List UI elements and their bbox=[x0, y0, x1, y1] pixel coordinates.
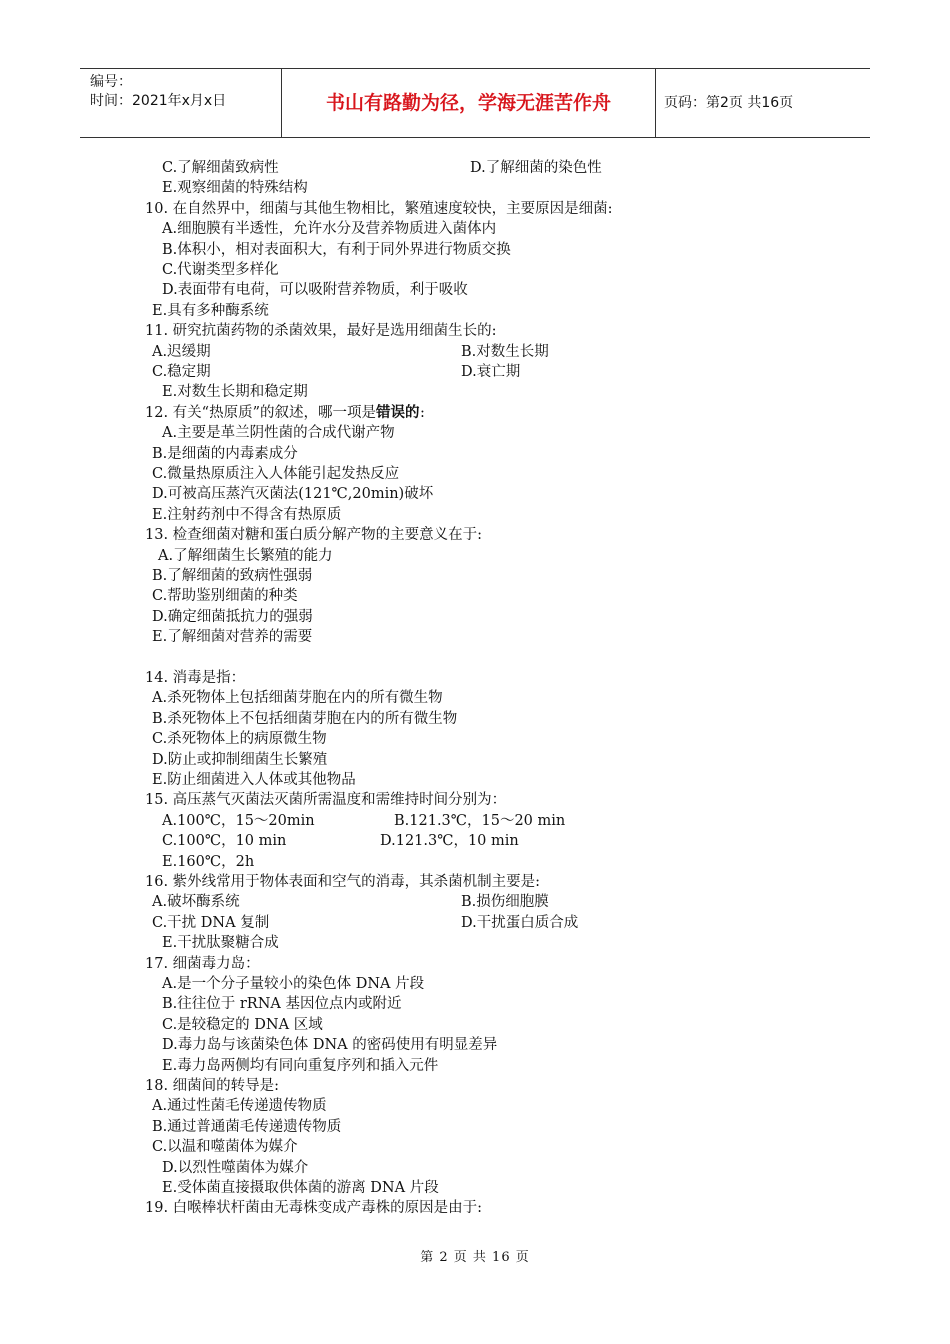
text-line: A.100℃，15～20min bbox=[162, 812, 315, 829]
emphasis-text: 错误的 bbox=[376, 403, 420, 421]
text-line-option: D.衰亡期 bbox=[461, 364, 521, 380]
text-line: E.受体菌直接摄取供体菌的游离 DNA 片段 bbox=[162, 1180, 439, 1196]
text-line-option: D.干扰蛋白质合成 bbox=[461, 914, 579, 931]
text-line: 19. 白喉棒状杆菌由无毒株变成产毒株的原因是由于: bbox=[145, 1200, 483, 1217]
text-line: D.确定细菌抵抗力的强弱 bbox=[152, 608, 313, 625]
text-line: E.160℃，2h bbox=[162, 853, 255, 870]
text-line-tail: : bbox=[420, 404, 425, 421]
text-line: 16. 紫外线常用于物体表面和空气的消毒，其杀菌机制主要是: bbox=[145, 874, 541, 890]
text-line: 10. 在自然界中，细菌与其他生物相比，繁殖速度较快，主要原因是细菌: bbox=[145, 200, 613, 217]
text-line: C.是较稳定的 DNA 区域 bbox=[162, 1016, 323, 1033]
text-line-option: D.121.3℃，10 min bbox=[380, 833, 519, 850]
text-line: E.毒力岛两侧均有同向重复序列和插入元件 bbox=[162, 1057, 439, 1074]
text-line: E.对数生长期和稳定期 bbox=[162, 384, 308, 401]
number-label: 编号： bbox=[90, 74, 132, 90]
text-line: A.通过性菌毛传递遗传物质 bbox=[152, 1098, 327, 1115]
text-line: A.主要是革兰阴性菌的合成代谢产物 bbox=[162, 425, 395, 442]
text-line: E.了解细菌对营养的需要 bbox=[152, 629, 313, 646]
text-line: E.具有多种酶系统 bbox=[152, 302, 269, 319]
text-line-option: D.了解细菌的染色性 bbox=[470, 160, 602, 176]
text-line: 15. 高压蒸气灭菌法灭菌所需温度和需维持时间分别为： bbox=[145, 792, 507, 809]
text-line: 18. 细菌间的转导是: bbox=[145, 1078, 280, 1094]
text-line: A.是一个分子量较小的染色体 DNA 片段 bbox=[162, 976, 425, 992]
text-line: E.防止细菌进入人体或其他物品 bbox=[152, 772, 356, 788]
text-line: B.通过普通菌毛传递遗传物质 bbox=[152, 1118, 342, 1135]
text-line: A.杀死物体上包括细菌芽胞在内的所有微生物 bbox=[152, 690, 443, 707]
text-line-option: B.121.3℃，15～20 min bbox=[394, 812, 566, 829]
text-line: E.干扰肽聚糖合成 bbox=[162, 935, 279, 952]
text-line: B.往往位于 rRNA 基因位点内或附近 bbox=[162, 996, 402, 1013]
text-line: E.注射药剂中不得含有热原质 bbox=[152, 506, 342, 523]
header-page-info: 页码：第2页 共16页 bbox=[664, 95, 794, 111]
text-line-option: B.对数生长期 bbox=[461, 343, 549, 360]
text-line: C.干扰 DNA 复制 bbox=[152, 914, 270, 931]
text-line: 11. 研究抗菌药物的杀菌效果，最好是选用细菌生长的: bbox=[145, 323, 497, 340]
page-footer: 第 2 页 共 16 页 bbox=[420, 1250, 530, 1265]
text-line: A.细胞膜有半透性，允许水分及营养物质进入菌体内 bbox=[162, 221, 497, 238]
text-line: D.防止或抑制细菌生长繁殖 bbox=[152, 751, 328, 768]
time-label: 时间：2021年x月x日 bbox=[90, 93, 227, 109]
text-line: B.是细菌的内毒素成分 bbox=[152, 445, 298, 462]
text-line: 13. 检查细菌对糖和蛋白质分解产物的主要意义在于: bbox=[145, 527, 483, 544]
text-line: C.微量热原质注入人体能引起发热反应 bbox=[152, 466, 400, 482]
text-line: E.观察细菌的特殊结构 bbox=[162, 180, 308, 197]
text-line: C.了解细菌致病性 bbox=[162, 160, 279, 176]
text-line: D.以烈性噬菌体为媒介 bbox=[162, 1159, 309, 1176]
text-line: D.可被高压蒸汽灭菌法(121℃,20min)破坏 bbox=[152, 486, 434, 503]
text-line-option: B.损伤细胞膜 bbox=[461, 894, 549, 911]
text-line: B.杀死物体上不包括细菌芽胞在内的所有微生物 bbox=[152, 710, 458, 727]
header-motto: 书山有路勤为径，学海无涯苦作舟 bbox=[282, 69, 656, 137]
text-line: D.表面带有电荷，可以吸附营养物质，利于吸收 bbox=[162, 282, 468, 299]
text-line: B.体积小，相对表面积大，有利于同外界进行物质交换 bbox=[162, 241, 511, 258]
text-line: C.100℃，10 min bbox=[162, 833, 287, 850]
header-meta bbox=[80, 69, 282, 137]
text-line: C.代谢类型多样化 bbox=[162, 262, 279, 278]
text-line: 17. 细菌毒力岛： bbox=[145, 955, 260, 972]
text-line: B.了解细菌的致病性强弱 bbox=[152, 568, 313, 584]
text-line: 14. 消毒是指： bbox=[145, 670, 246, 686]
text-line: C.帮助鉴别细菌的种类 bbox=[152, 588, 298, 605]
text-line: 12. 有关“热原质”的叙述，哪一项是 bbox=[145, 404, 376, 421]
text-line: D.毒力岛与该菌染色体 DNA 的密码使用有明显差异 bbox=[162, 1037, 498, 1054]
page-header bbox=[80, 68, 870, 138]
text-line: A.了解细菌生长繁殖的能力 bbox=[158, 547, 333, 564]
text-line: C.以温和噬菌体为媒介 bbox=[152, 1139, 298, 1156]
text-line: A.迟缓期 bbox=[152, 343, 211, 360]
text-line: C.杀死物体上的病原微生物 bbox=[152, 731, 327, 748]
text-line: C.稳定期 bbox=[152, 364, 211, 380]
text-line: A.破坏酶系统 bbox=[152, 894, 240, 911]
